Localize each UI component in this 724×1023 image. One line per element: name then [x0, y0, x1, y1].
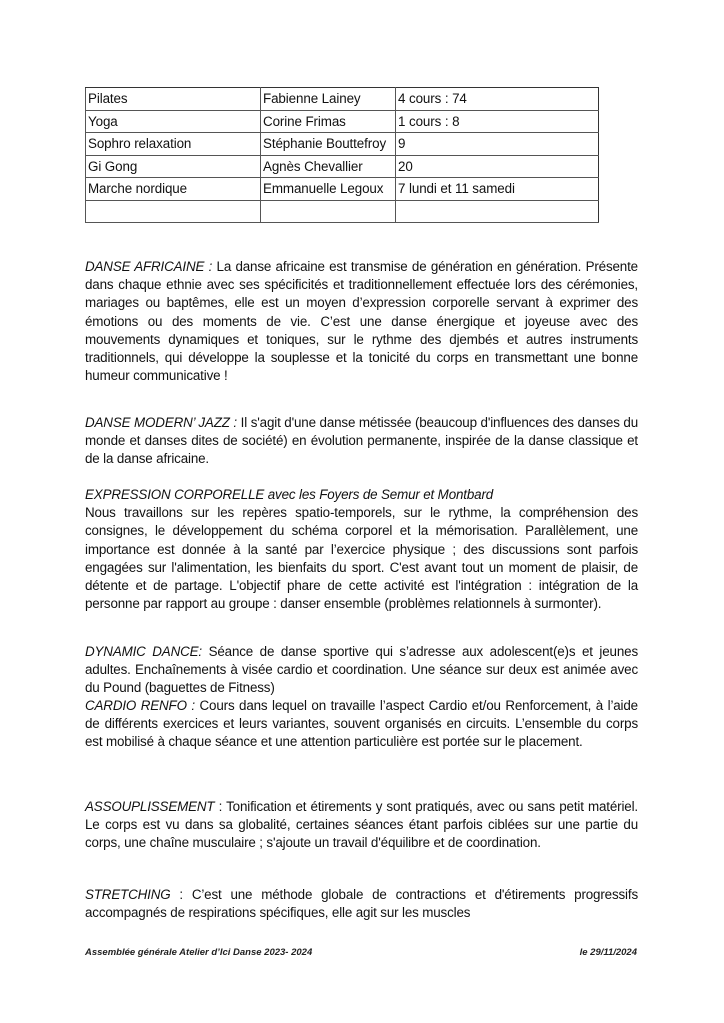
- section-text: : C’est une méthode globale de contractions et d'étirements progressifs accompagnés de respirations spécifiques, elle agit sur les muscles: [85, 887, 638, 921]
- section-term: DANSE MODERN’ JAZZ :: [85, 415, 237, 430]
- section-term: CARDIO RENFO :: [85, 698, 195, 713]
- section-dynamic-dance: [85, 643, 638, 698]
- count-cell: 20: [396, 155, 599, 178]
- count-cell: 7 lundi et 11 samedi: [396, 178, 599, 201]
- table-row: [86, 133, 599, 156]
- teacher-cell: [261, 200, 396, 223]
- activity-cell: [86, 200, 261, 223]
- activity-cell: Gi Gong: [86, 155, 261, 178]
- table-row-empty: [86, 200, 599, 223]
- teacher-cell: Corine Frimas: [261, 110, 396, 133]
- teacher-cell: Emmanuelle Legoux: [261, 178, 396, 201]
- section-term: DYNAMIC DANCE:: [85, 644, 202, 659]
- activity-cell: Marche nordique: [86, 178, 261, 201]
- section-term: DANSE AFRICAINE :: [85, 259, 213, 274]
- section-text: Nous travaillons sur les repères spatio-temporels, sur le rythme, la compréhension des consignes, le développement du schéma corporel et la mémorisation. Parallèlement, une importance est donnée à la santé par l’exercice physique ; des discussions sont parfois engagées sur l'alimentation, les bienfaits du sport. C'est avant tout un moment de plaisir, de détente et de partage. L'objectif phare de cette activité est l'intégration : intégration de la personne par rapport au groupe : danser ensemble (problèmes relationnels à surmonter).: [85, 505, 638, 612]
- section-text: La danse africaine est transmise de génération en génération. Présente dans chaque ethnie avec ses spécificités et traditionnellement effectuée lors des cérémonies, mariages ou baptêmes, elle est un moyen d’expression corporelle servant à exprimer des émotions ou des moments de vie. C’est une danse énergique et joyeuse avec des mouvements dynamiques et toniques, sur le rythme des djembés et autres instruments traditionnels, qui développe la souplesse et la tonicité du corps en transmettant une bonne humeur communicative !: [85, 259, 638, 384]
- section-expression-corporelle: [85, 486, 638, 613]
- teacher-cell: Stéphanie Bouttefroy: [261, 133, 396, 156]
- footer-title: Assemblée générale Atelier d’Ici Danse 2023- 2024: [85, 947, 313, 958]
- activity-cell: Yoga: [86, 110, 261, 133]
- section-term: EXPRESSION CORPORELLE avec les Foyers de Semur et Montbard: [85, 487, 494, 502]
- section-term: STRETCHING: [85, 887, 171, 902]
- footer-date: le 29/11/2024: [579, 947, 637, 958]
- activities-table: [85, 87, 599, 223]
- section-text: Cours dans lequel on travaille l’aspect Cardio et/ou Renforcement, à l’aide de différents exercices et leurs variantes, souvent organisés en circuits. L’ensemble du corps est mobilisé à chaque séance et une attention particulière est portée sur le placement.: [85, 698, 638, 750]
- count-cell: 4 cours : 74: [396, 88, 599, 111]
- table-row: [86, 155, 599, 178]
- count-cell: [396, 200, 599, 223]
- count-cell: 9: [396, 133, 599, 156]
- activity-cell: Sophro relaxation: [86, 133, 261, 156]
- section-danse-modern-jazz: [85, 414, 638, 469]
- count-cell: 1 cours : 8: [396, 110, 599, 133]
- section-term: ASSOUPLISSEMENT: [85, 799, 215, 814]
- section-assouplissement: [85, 798, 638, 853]
- section-text: Séance de danse sportive qui s’adresse aux adolescent(e)s et jeunes adultes. Enchaînements à visée cardio et coordination. Une séance sur deux est animée avec du Pound (baguettes de Fitness): [85, 644, 638, 696]
- activity-cell: Pilates: [86, 88, 261, 111]
- section-text: Il s'agit d'une danse métissée (beaucoup d'influences des danses du monde et danses dites de société) en évolution permanente, inspirée de la danse classique et de la danse africaine.: [85, 415, 638, 467]
- teacher-cell: Agnès Chevallier: [261, 155, 396, 178]
- section-text: : Tonification et étirements y sont pratiqués, avec ou sans petit matériel. Le corps est vu dans sa globalité, certaines séances étant parfois ciblées sur une partie du corps, une chaîne musculaire ; s'ajoute un travail d'équilibre et de coordination.: [85, 799, 638, 851]
- section-danse-africaine: [85, 258, 638, 385]
- section-cardio-renfo: [85, 697, 638, 752]
- page-footer: [85, 947, 637, 958]
- teacher-cell: Fabienne Lainey: [261, 88, 396, 111]
- table-row: [86, 110, 599, 133]
- table-row: [86, 178, 599, 201]
- section-stretching: [85, 886, 638, 922]
- table-row: [86, 88, 599, 111]
